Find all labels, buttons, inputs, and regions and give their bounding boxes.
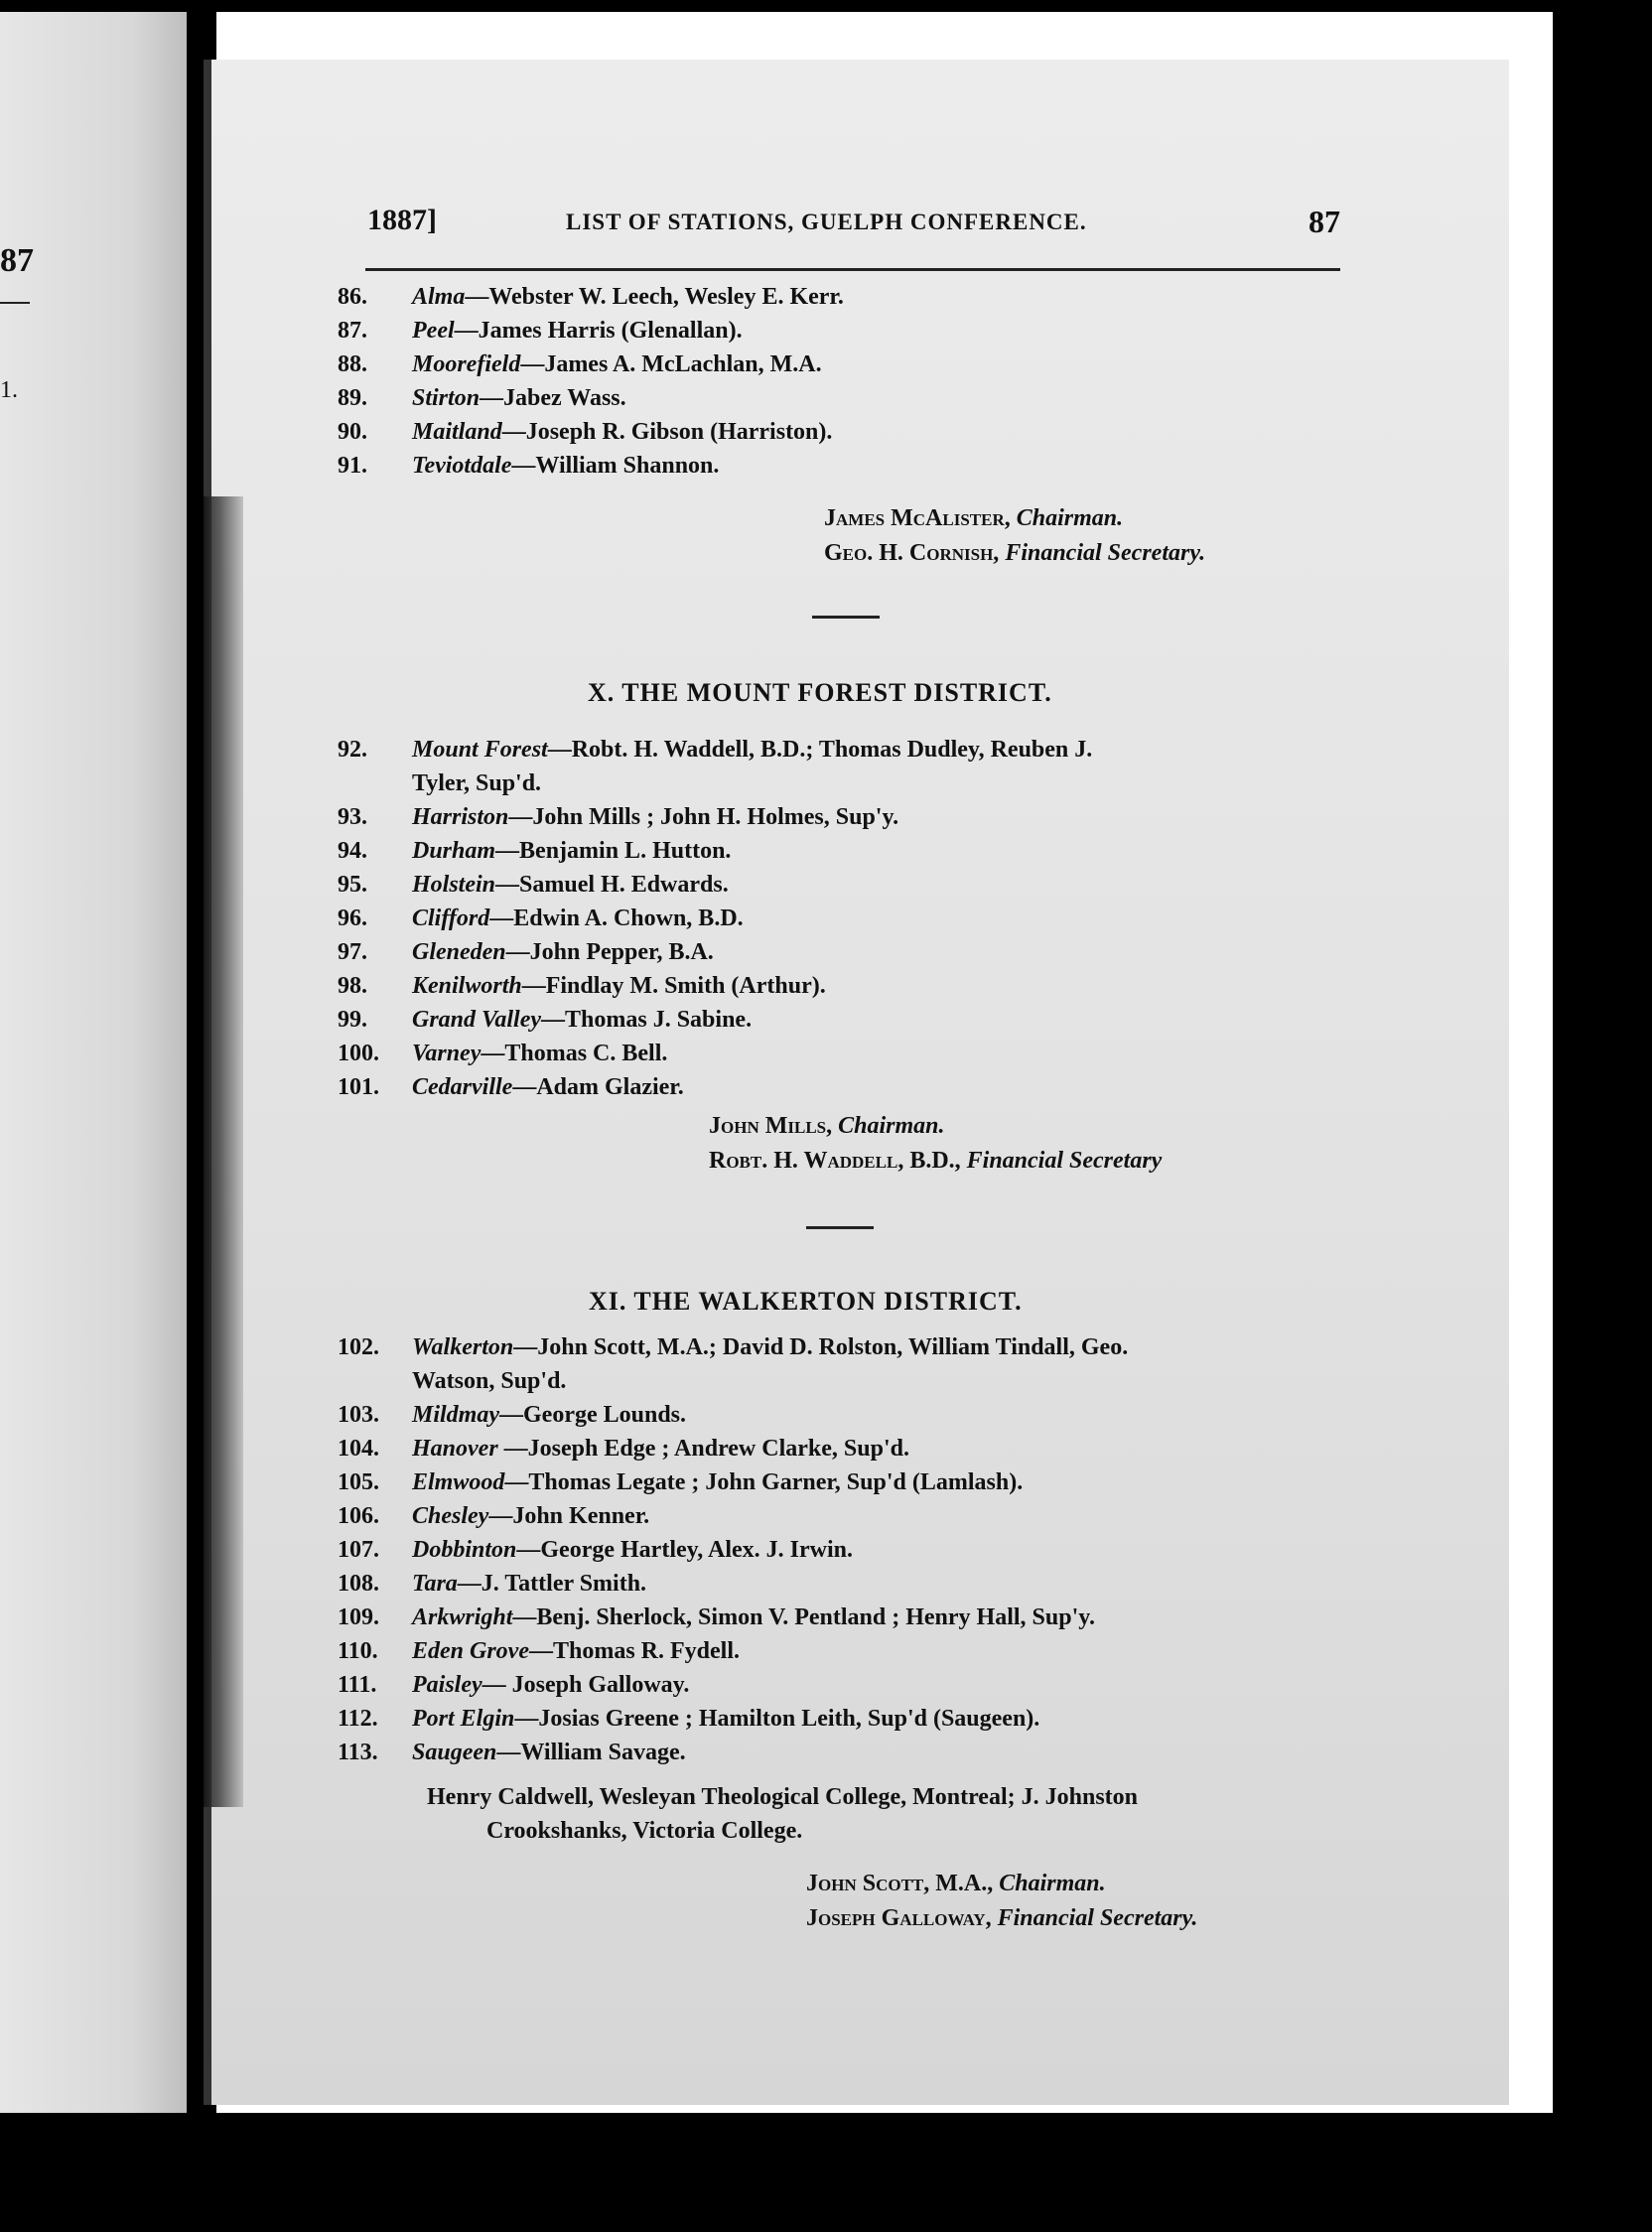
entry-number: 87. — [338, 318, 367, 344]
secretary-signature — [824, 536, 1205, 570]
left-page-edge — [0, 12, 189, 2113]
header-year: 1887] — [367, 204, 437, 236]
station-ministers: —Thomas Legate ; John Garner, Sup'd (Lamlash). — [504, 1469, 1024, 1495]
college-note — [427, 1780, 1340, 1848]
left-page-number: 87 — [0, 242, 34, 279]
entry-number: 92. — [338, 737, 367, 763]
entry-number: 102. — [338, 1334, 379, 1360]
station-name: Hanover — [412, 1436, 498, 1462]
entry-number: 95. — [338, 872, 367, 898]
scan-border-top — [0, 0, 1652, 12]
secretary-role: Financial Secretary — [966, 1148, 1163, 1174]
entry-number: 90. — [338, 419, 367, 445]
station-name: Port Elgin — [412, 1706, 515, 1732]
station-ministers: —Adam Glazier. — [512, 1074, 684, 1100]
station-name: Cedarville — [412, 1074, 513, 1100]
station-entry — [338, 868, 1340, 902]
station-ministers: —Benjamin L. Hutton. — [495, 838, 732, 864]
entry-number: 111. — [338, 1672, 377, 1698]
college-note-line: Henry Caldwell, Wesleyan Theological College, Montreal; J. Johnston — [427, 1784, 1138, 1810]
station-ministers: —Joseph R. Gibson (Harriston). — [501, 419, 833, 445]
station-ministers: —John Scott, M.A.; David D. Rolston, William Tindall, Geo. — [513, 1334, 1129, 1360]
station-name: Harriston — [412, 804, 509, 830]
left-page-fragment: 1. — [0, 377, 18, 403]
station-entry — [338, 969, 1340, 1003]
station-entry — [338, 800, 1340, 834]
station-ministers: —Thomas R. Fydell. — [528, 1638, 740, 1664]
chairman-signature — [709, 1109, 945, 1143]
station-name: Saugeen — [412, 1740, 497, 1765]
entry-number: 96. — [338, 906, 367, 931]
station-name: Varney — [412, 1041, 482, 1066]
station-entry — [338, 902, 1340, 935]
station-entry — [338, 1003, 1340, 1037]
station-ministers: —Thomas J. Sabine. — [541, 1007, 753, 1033]
secretary-signature — [806, 1901, 1197, 1935]
station-name: Arkwright — [412, 1604, 513, 1630]
station-entry — [338, 1601, 1340, 1634]
station-name: Teviotdale — [412, 453, 512, 479]
entry-number: 110. — [338, 1638, 378, 1664]
station-name: Mildmay — [412, 1402, 499, 1428]
station-name: Durham — [412, 838, 496, 864]
entry-number: 108. — [338, 1571, 379, 1597]
entry-number: 86. — [338, 284, 367, 310]
entry-number: 89. — [338, 385, 367, 411]
chairman-role: Chairman. — [838, 1113, 945, 1139]
entry-number: 112. — [338, 1706, 378, 1732]
entry-number: 88. — [338, 351, 367, 377]
station-name: Dobbinton — [412, 1537, 517, 1563]
section-divider — [812, 616, 880, 619]
station-ministers-continued: Watson, Sup'd. — [412, 1368, 567, 1394]
station-name: Elmwood — [412, 1469, 505, 1495]
entry-number: 91. — [338, 453, 367, 479]
station-name: Holstein — [412, 872, 496, 898]
station-entry — [338, 381, 1340, 415]
station-entry — [338, 1668, 1340, 1702]
chairman-role: Chairman. — [999, 1871, 1106, 1896]
chairman-signature — [806, 1867, 1106, 1900]
chairman-name: John Scott, M.A., — [806, 1871, 994, 1896]
station-entry — [338, 1037, 1340, 1070]
station-entry — [338, 1465, 1340, 1499]
station-entry — [338, 1736, 1340, 1769]
station-name: Peel — [412, 318, 455, 344]
station-entry — [338, 1634, 1340, 1668]
station-entry — [338, 1702, 1340, 1736]
chairman-role: Chairman. — [1016, 505, 1124, 531]
station-entry — [338, 1330, 1340, 1398]
entry-number: 94. — [338, 838, 367, 864]
entry-number: 104. — [338, 1436, 379, 1462]
station-entry — [338, 1070, 1340, 1104]
station-ministers: —Webster W. Leech, Wesley E. Kerr. — [465, 284, 844, 310]
header-page-number: 87 — [1308, 204, 1340, 239]
station-name: Grand Valley — [412, 1007, 542, 1033]
station-ministers: —Joseph Edge ; Andrew Clarke, Sup'd. — [497, 1436, 909, 1462]
left-page-rule — [0, 302, 30, 304]
station-ministers: —Josias Greene ; Hamilton Leith, Sup'd (Saugeen). — [514, 1706, 1040, 1732]
station-entry — [338, 733, 1340, 800]
entry-number: 100. — [338, 1041, 379, 1066]
entry-number: 99. — [338, 1007, 367, 1033]
station-name: Moorefield — [412, 351, 521, 377]
station-ministers: —Benj. Sherlock, Simon V. Pentland ; Henry Hall, Sup'y. — [512, 1604, 1095, 1630]
station-entry — [338, 1398, 1340, 1432]
entry-number: 105. — [338, 1469, 379, 1495]
station-ministers: —William Shannon. — [511, 453, 720, 479]
header-rule — [365, 268, 1340, 271]
station-ministers: —George Hartley, Alex. J. Irwin. — [516, 1537, 853, 1563]
entry-number: 98. — [338, 973, 367, 999]
station-entry — [338, 449, 1340, 483]
station-ministers: —Edwin A. Chown, B.D. — [489, 906, 744, 931]
entry-number: 113. — [338, 1740, 378, 1765]
secretary-role: Financial Secretary. — [1005, 540, 1206, 566]
station-name: Kenilworth — [412, 973, 522, 999]
station-ministers: —James A. McLachlan, M.A. — [520, 351, 822, 377]
scan-border-bottom — [0, 2113, 1652, 2232]
station-ministers: — Joseph Galloway. — [482, 1672, 690, 1698]
station-ministers: —Jabez Wass. — [480, 385, 626, 411]
running-header — [367, 204, 1340, 263]
scan-border-right — [1553, 0, 1652, 2232]
station-ministers: —Robt. H. Waddell, B.D.; Thomas Dudley, Reuben J. — [547, 737, 1093, 763]
district-heading-x: X. THE MOUNT FOREST DISTRICT. — [588, 678, 1052, 707]
station-entry — [338, 415, 1340, 449]
station-ministers: —William Savage. — [496, 1740, 686, 1765]
station-name: Maitland — [412, 419, 502, 445]
station-name: Clifford — [412, 906, 490, 931]
header-title: LIST OF STATIONS, GUELPH CONFERENCE. — [566, 209, 1087, 234]
page-spine-shadow — [204, 496, 243, 1807]
district-entries-ix — [338, 280, 1340, 483]
district-heading-xi: XI. THE WALKERTON DISTRICT. — [589, 1287, 1023, 1316]
station-ministers: —John Kenner. — [488, 1503, 650, 1529]
station-name: Mount Forest — [412, 737, 548, 763]
college-note-continuation: Crookshanks, Victoria College. — [486, 1818, 803, 1844]
secretary-name: Joseph Galloway, — [806, 1905, 992, 1931]
station-name: Eden Grove — [412, 1638, 529, 1664]
entry-number: 106. — [338, 1503, 379, 1529]
secretary-role: Financial Secretary. — [997, 1905, 1198, 1931]
station-name: Stirton — [412, 385, 481, 411]
secretary-name: Geo. H. Cornish, — [824, 540, 1000, 566]
station-ministers: —John Mills ; John H. Holmes, Sup'y. — [508, 804, 899, 830]
chairman-name: John Mills, — [709, 1113, 833, 1139]
station-name: Gleneden — [412, 939, 506, 965]
station-entry — [338, 834, 1340, 868]
district-entries-xi — [338, 1330, 1340, 1769]
section-divider — [806, 1226, 874, 1229]
station-name: Chesley — [412, 1503, 489, 1529]
station-name: Tara — [412, 1571, 458, 1597]
station-entry — [338, 1432, 1340, 1465]
entry-number: 109. — [338, 1604, 379, 1630]
station-entry — [338, 280, 1340, 314]
entry-number: 103. — [338, 1402, 379, 1428]
station-ministers: —Findlay M. Smith (Arthur). — [521, 973, 826, 999]
station-entry — [338, 1567, 1340, 1601]
station-entry — [338, 1499, 1340, 1533]
chairman-signature — [824, 501, 1123, 535]
entry-number: 97. — [338, 939, 367, 965]
district-entries-x — [338, 733, 1340, 1104]
station-ministers: —John Pepper, B.A. — [505, 939, 714, 965]
station-ministers: —J. Tattler Smith. — [457, 1571, 647, 1597]
secretary-name: Robt. H. Waddell, B.D., — [709, 1148, 961, 1174]
chairman-name: James McAlister, — [824, 505, 1011, 531]
station-entry — [338, 1533, 1340, 1567]
station-name: Alma — [412, 284, 466, 310]
station-entry — [338, 935, 1340, 969]
secretary-signature — [709, 1144, 1162, 1178]
station-ministers: —George Lounds. — [499, 1402, 687, 1428]
station-name: Walkerton — [412, 1334, 514, 1360]
station-ministers: —James Harris (Glenallan). — [454, 318, 743, 344]
entry-number: 101. — [338, 1074, 379, 1100]
station-entry — [338, 314, 1340, 348]
station-name: Paisley — [412, 1672, 482, 1698]
station-ministers: —Thomas C. Bell. — [481, 1041, 668, 1066]
entry-number: 93. — [338, 804, 367, 830]
station-ministers: —Samuel H. Edwards. — [495, 872, 729, 898]
station-ministers-continued: Tyler, Sup'd. — [412, 770, 542, 796]
entry-number: 107. — [338, 1537, 379, 1563]
station-entry — [338, 348, 1340, 381]
